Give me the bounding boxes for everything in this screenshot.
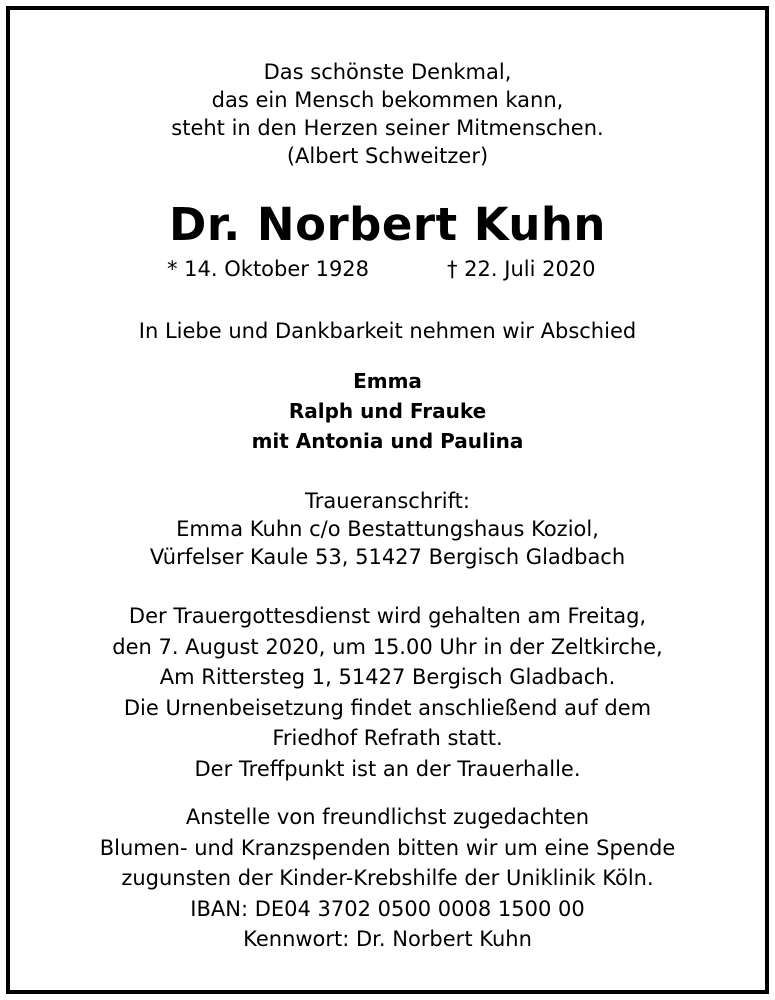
quote-line: das ein Mensch bekommen kann, <box>211 88 564 112</box>
service-line: den 7. August 2020, um 15.00 Uhr in der Zeltkirche, <box>112 634 663 659</box>
address-line: Vürfelser Kaule 53, 51427 Bergisch Gladbach <box>149 545 626 569</box>
birth-date: * 14. Oktober 1928 <box>167 257 370 281</box>
family-member: Emma <box>353 369 422 393</box>
quote-line: Das schönste Denkmal, <box>263 60 512 84</box>
donation-line: Anstelle von freundlichst zugedachten <box>185 805 590 829</box>
donation-line: Blumen- und Kranzspenden bitten wir um eine Spende <box>99 835 676 860</box>
donation-line: zugunsten der Kinder-Krebshilfe der Uniklinik Köln. <box>121 866 654 890</box>
mourning-address <box>0 487 775 571</box>
farewell-line: In Liebe und Dankbarkeit nehmen wir Abschied <box>138 319 637 343</box>
service-line: Die Urnenbeisetzung findet anschließend auf dem <box>123 695 652 720</box>
family-member: mit Antonia und Paulina <box>251 429 524 453</box>
service-line: Friedhof Refrath statt. <box>272 726 503 750</box>
donation-keyword: Kennwort: Dr. Norbert Kuhn <box>243 927 532 951</box>
farewell-statement <box>0 317 775 345</box>
family-members <box>0 366 775 456</box>
donation-request <box>0 802 775 955</box>
address-line: Emma Kuhn c/o Bestattungshaus Koziol, <box>176 517 599 541</box>
death-date: † 22. Juli 2020 <box>447 257 596 281</box>
service-line: Der Treffpunkt ist an der Trauerhalle. <box>194 756 581 781</box>
funeral-service-info <box>0 601 775 784</box>
deceased-name: Dr. Norbert Kuhn <box>169 198 606 251</box>
memorial-quote <box>0 58 775 170</box>
service-line: Am Rittersteg 1, 51427 Bergisch Gladbach. <box>159 665 616 689</box>
address-line: Traueranschrift: <box>305 489 470 513</box>
service-line: Der Trauergottesdienst wird gehalten am Freitag, <box>128 604 647 628</box>
donation-iban: IBAN: DE04 3702 0500 0008 1500 00 <box>190 896 585 921</box>
family-member: Ralph und Frauke <box>288 399 487 423</box>
quote-line: steht in den Herzen seiner Mitmenschen. <box>171 116 604 140</box>
quote-author: (Albert Schweitzer) <box>286 144 489 168</box>
